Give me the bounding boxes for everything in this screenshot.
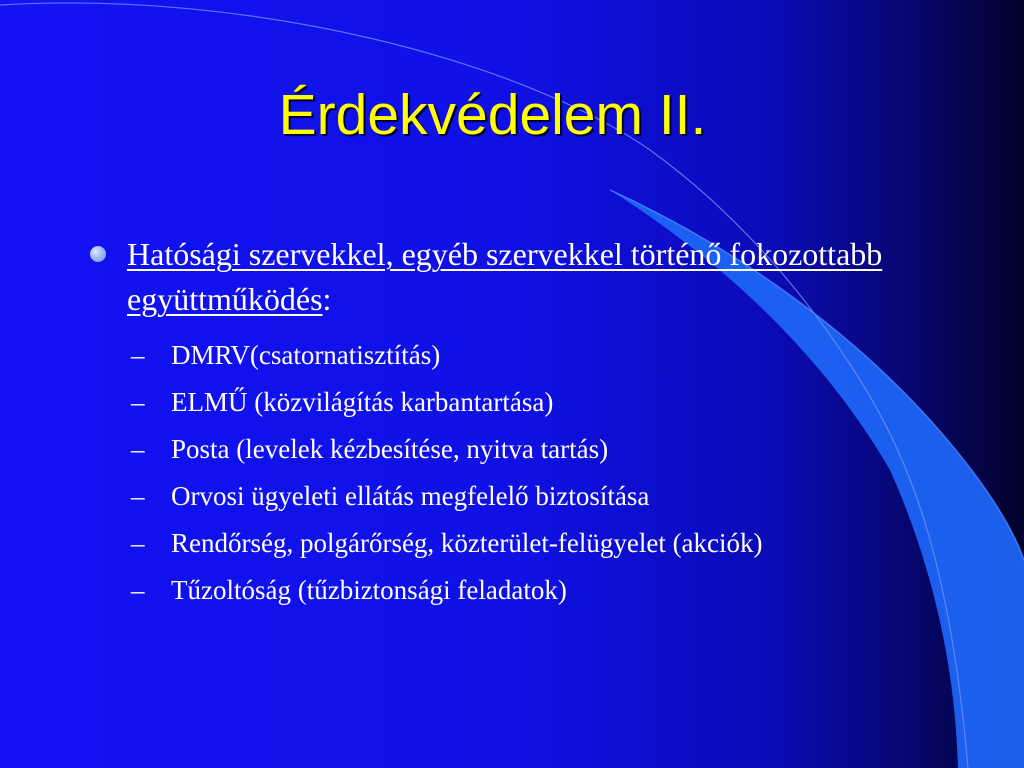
sub-bullet-label: DMRV(csatornatisztítás) [171,340,441,370]
main-bullet-colon: : [322,281,332,317]
list-item [0,570,1024,617]
sub-bullet-label: Tűzoltóság (tűzbiztonsági feladatok) [171,575,567,605]
sub-bullet-label: ELMŰ (közvilágítás karbantartása) [171,387,554,417]
sub-bullet-list [0,335,1024,617]
main-bullet-text: Hatósági szervekkel, egyéb szervekkel történő fokozottabb együttműködés [127,236,883,317]
dash-icon: – [131,434,145,464]
list-item [0,476,1024,523]
dash-icon: – [131,387,145,417]
slide-title: Érdekvédelem II. [278,83,707,147]
main-bullet [127,232,987,322]
list-item [0,429,1024,476]
bullet-dot-icon [90,246,106,262]
list-item [0,523,1024,570]
list-item [0,382,1024,429]
dash-icon: – [131,575,145,605]
dash-icon: – [131,528,145,558]
dash-icon: – [131,481,145,511]
sub-bullet-label: Rendőrség, polgárőrség, közterület-felügyelet (akciók) [171,528,763,558]
list-item [0,335,1024,382]
sub-bullet-label: Orvosi ügyeleti ellátás megfelelő biztosítása [171,481,650,511]
sub-bullet-label: Posta (levelek kézbesítése, nyitva tartás) [171,434,609,464]
dash-icon: – [131,340,145,370]
